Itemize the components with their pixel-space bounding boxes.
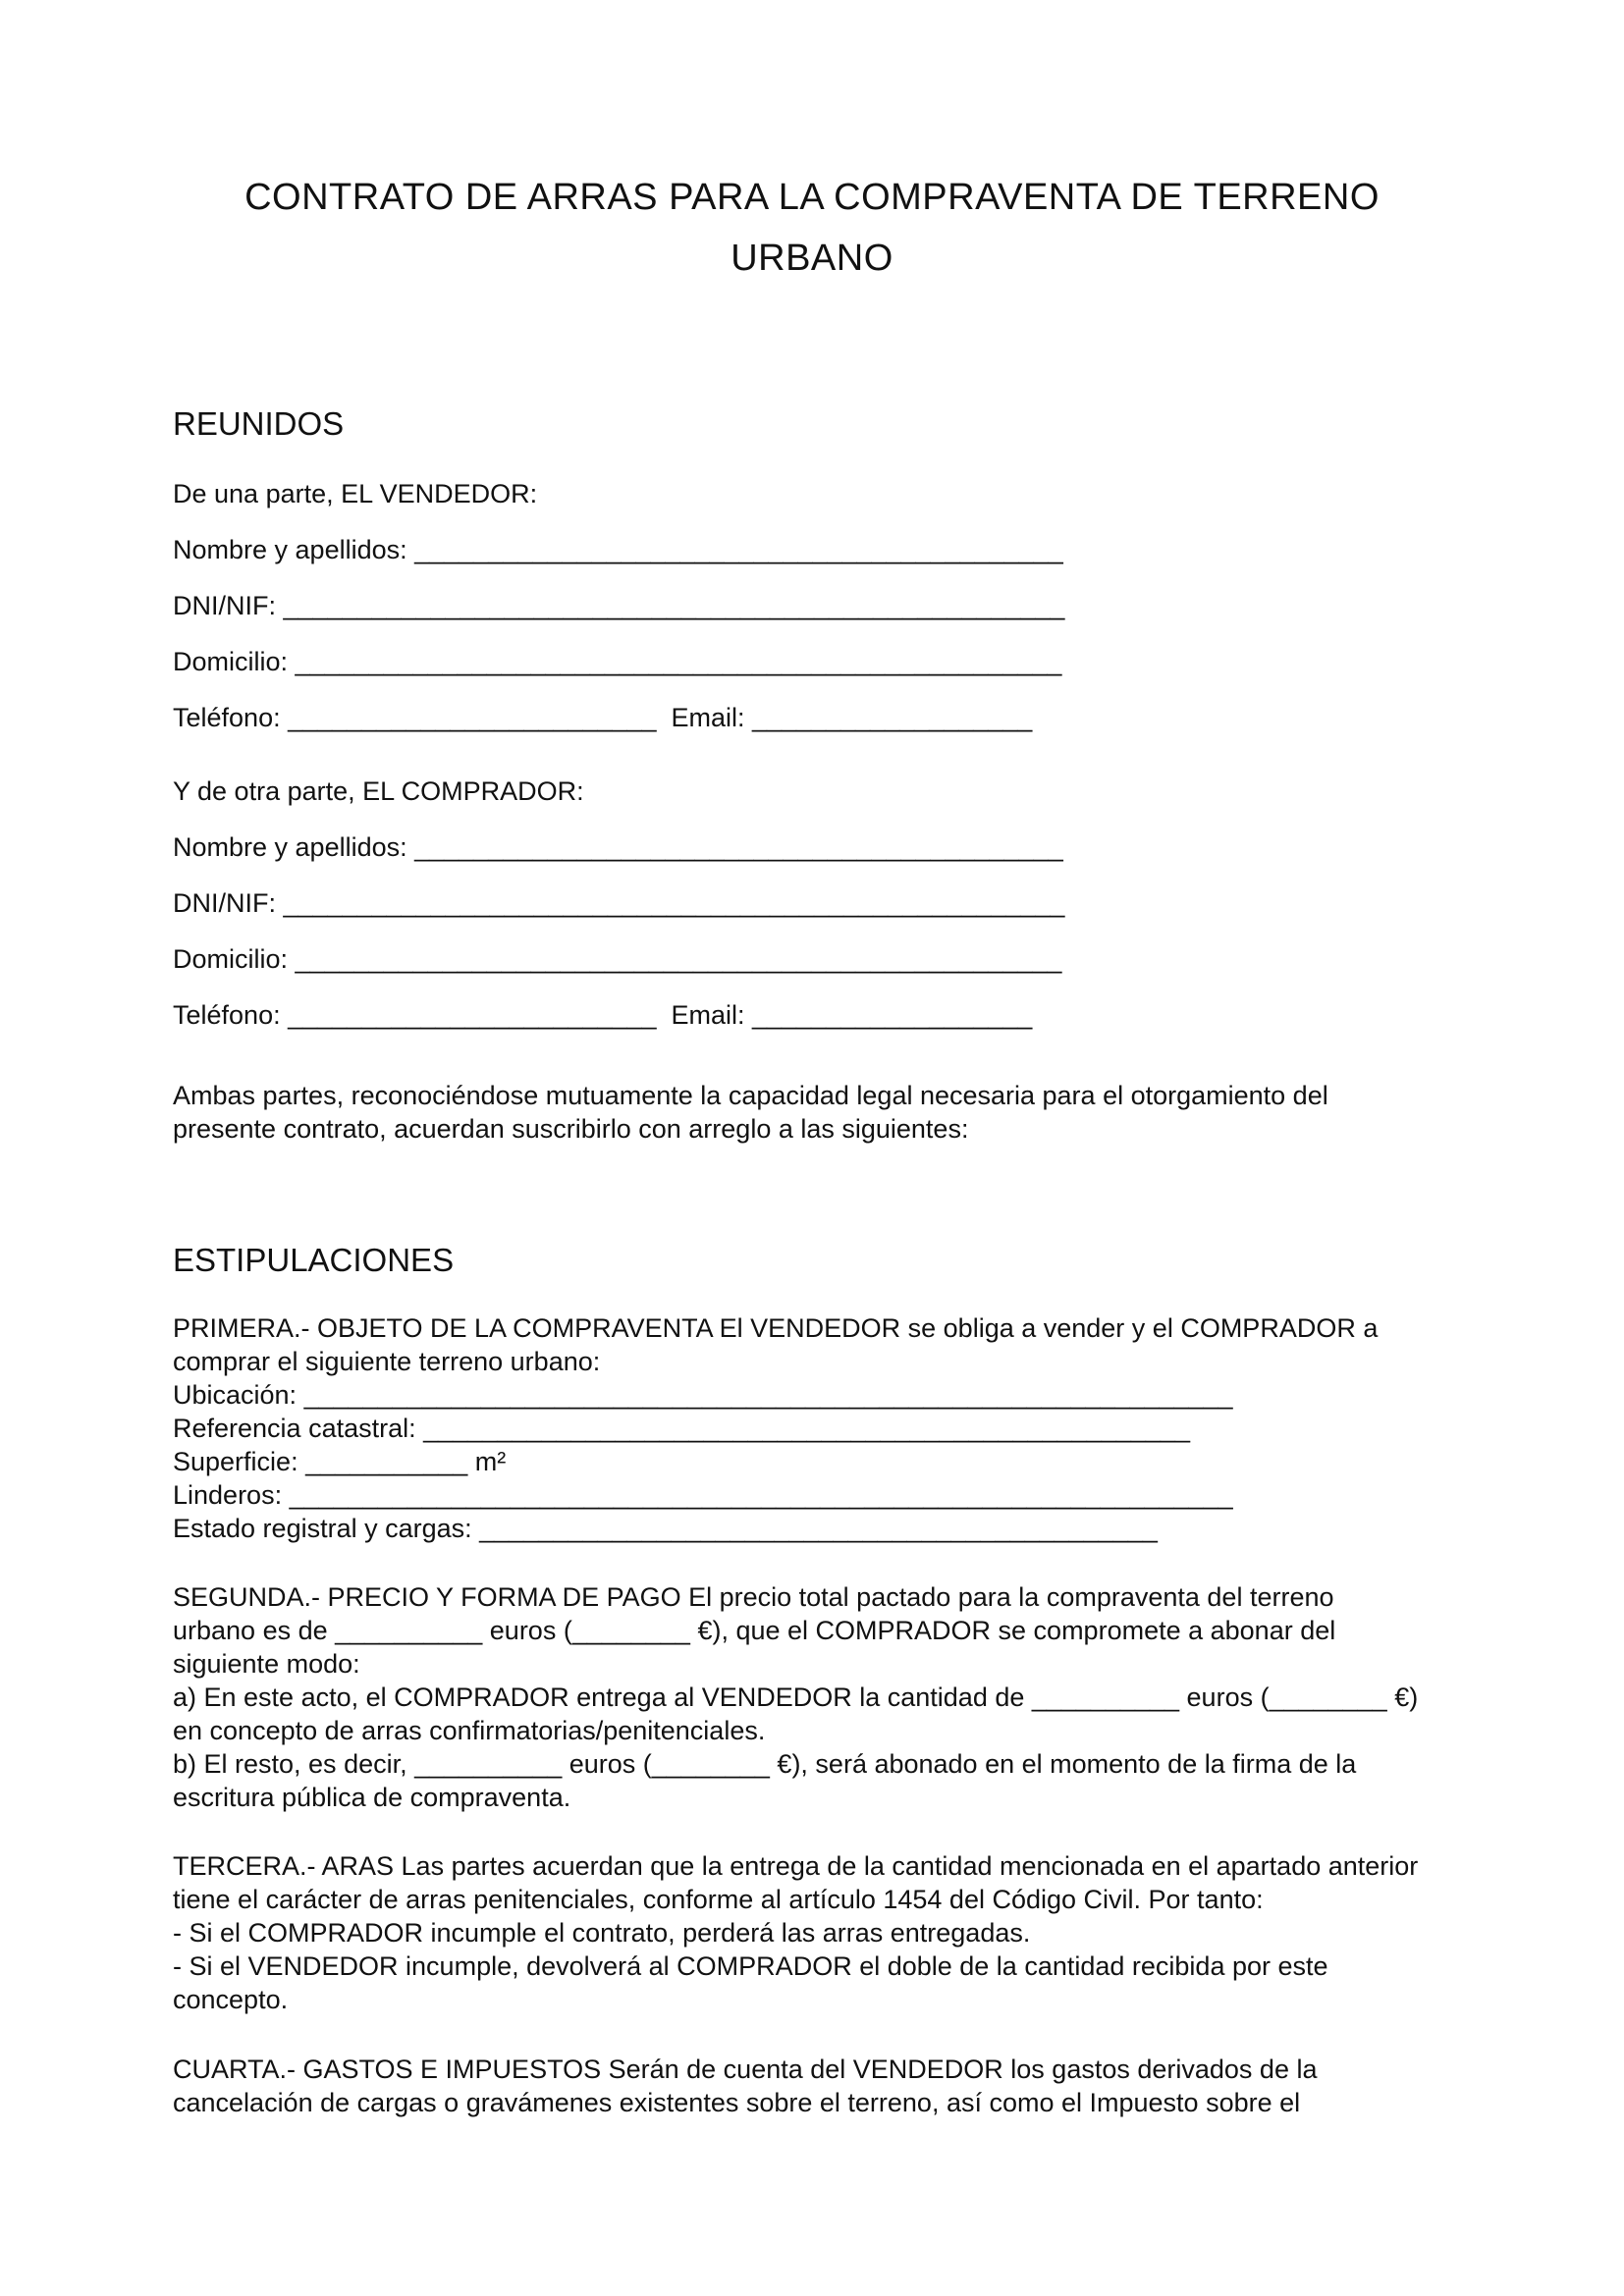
comprador-intro: Y de otra parte, EL COMPRADOR: — [173, 776, 584, 806]
paragraph-line: b) El resto, es decir, __________ euros (________ €), será abonado en el momento de la firma de la — [173, 1749, 1357, 1779]
paragraph-line: - Si el VENDEDOR incumple, devolverá al COMPRADOR el doble de la cantidad recibida por este — [173, 1951, 1328, 1981]
paragraph-line: SEGUNDA.- PRECIO Y FORMA DE PAGO El precio total pactado para la compraventa del terreno — [173, 1582, 1334, 1612]
paragraph-line: - Si el COMPRADOR incumple el contrato, perderá las arras entregadas. — [173, 1918, 1031, 1948]
reunidos-heading: REUNIDOS — [173, 405, 345, 442]
linderos-field: Linderos: ________________________________________________________________ — [173, 1480, 1233, 1510]
paragraph-line: urbano es de __________ euros (________ €), que el COMPRADOR se compromete a abonar del — [173, 1616, 1336, 1645]
title-line-2: URBANO — [731, 238, 893, 279]
paragraph-line: en concepto de arras confirmatorias/penitenciales. — [173, 1716, 766, 1745]
comprador-telefono-email-field: Teléfono: _________________________ Email: ___________________ — [173, 1000, 1033, 1030]
vendedor-domicilio-field: Domicilio: ____________________________________________________ — [173, 647, 1062, 676]
comprador-domicilio-field: Domicilio: ____________________________________________________ — [173, 944, 1062, 974]
paragraph-line: tiene el carácter de arras penitenciales, conforme al artículo 1454 del Código Civil. Por tanto: — [173, 1885, 1264, 1914]
estado-registral-field: Estado registral y cargas: ______________________________________________ — [173, 1514, 1158, 1543]
document-title — [147, 167, 1477, 289]
comprador-nombre-field: Nombre y apellidos: ____________________________________________ — [173, 832, 1063, 862]
clause-tercera — [173, 1849, 1469, 2016]
paragraph-line: Ambas partes, reconociéndose mutuamente la capacidad legal necesaria para el otorgamiento del — [173, 1081, 1328, 1110]
vendedor-telefono-email-field: Teléfono: _________________________ Email: ___________________ — [173, 703, 1033, 732]
clause-primera — [173, 1311, 1469, 1545]
estipulaciones-heading: ESTIPULACIONES — [173, 1242, 455, 1278]
paragraph-line: concepto. — [173, 1985, 289, 2014]
paragraph-line: siguiente modo: — [173, 1649, 360, 1679]
reunidos-closing-paragraph — [173, 1079, 1469, 1146]
paragraph-line: PRIMERA.- OBJETO DE LA COMPRAVENTA El VENDEDOR se obliga a vender y el COMPRADOR a — [173, 1313, 1379, 1343]
superficie-field: Superficie: ___________ m² — [173, 1447, 507, 1476]
paragraph-line: a) En este acto, el COMPRADOR entrega al VENDEDOR la cantidad de __________ euros (________ €) — [173, 1682, 1419, 1712]
paragraph-line: escritura pública de compraventa. — [173, 1783, 571, 1812]
title-line-1: CONTRATO DE ARRAS PARA LA COMPRAVENTA DE TERRENO — [244, 177, 1380, 218]
clause-segunda — [173, 1580, 1469, 1814]
paragraph-line: CUARTA.- GASTOS E IMPUESTOS Serán de cuenta del VENDEDOR los gastos derivados de la — [173, 2055, 1318, 2084]
paragraph-line: comprar el siguiente terreno urbano: — [173, 1347, 601, 1376]
vendedor-nombre-field: Nombre y apellidos: ____________________________________________ — [173, 535, 1063, 564]
paragraph-line: presente contrato, acuerdan suscribirlo con arreglo a las siguientes: — [173, 1114, 969, 1144]
referencia-catastral-field: Referencia catastral: ____________________________________________________ — [173, 1414, 1190, 1443]
paragraph-line: cancelación de cargas o gravámenes existentes sobre el terreno, así como el Impuesto sobre el — [173, 2088, 1301, 2117]
comprador-dni-field: DNI/NIF: _____________________________________________________ — [173, 888, 1065, 918]
clause-cuarta — [173, 2053, 1469, 2119]
paragraph-line: TERCERA.- ARAS Las partes acuerdan que la entrega de la cantidad mencionada en el apartado anterior — [173, 1851, 1419, 1881]
vendedor-intro: De una parte, EL VENDEDOR: — [173, 479, 538, 508]
vendedor-dni-field: DNI/NIF: _____________________________________________________ — [173, 591, 1065, 620]
ubicacion-field: Ubicación: _______________________________________________________________ — [173, 1380, 1233, 1410]
